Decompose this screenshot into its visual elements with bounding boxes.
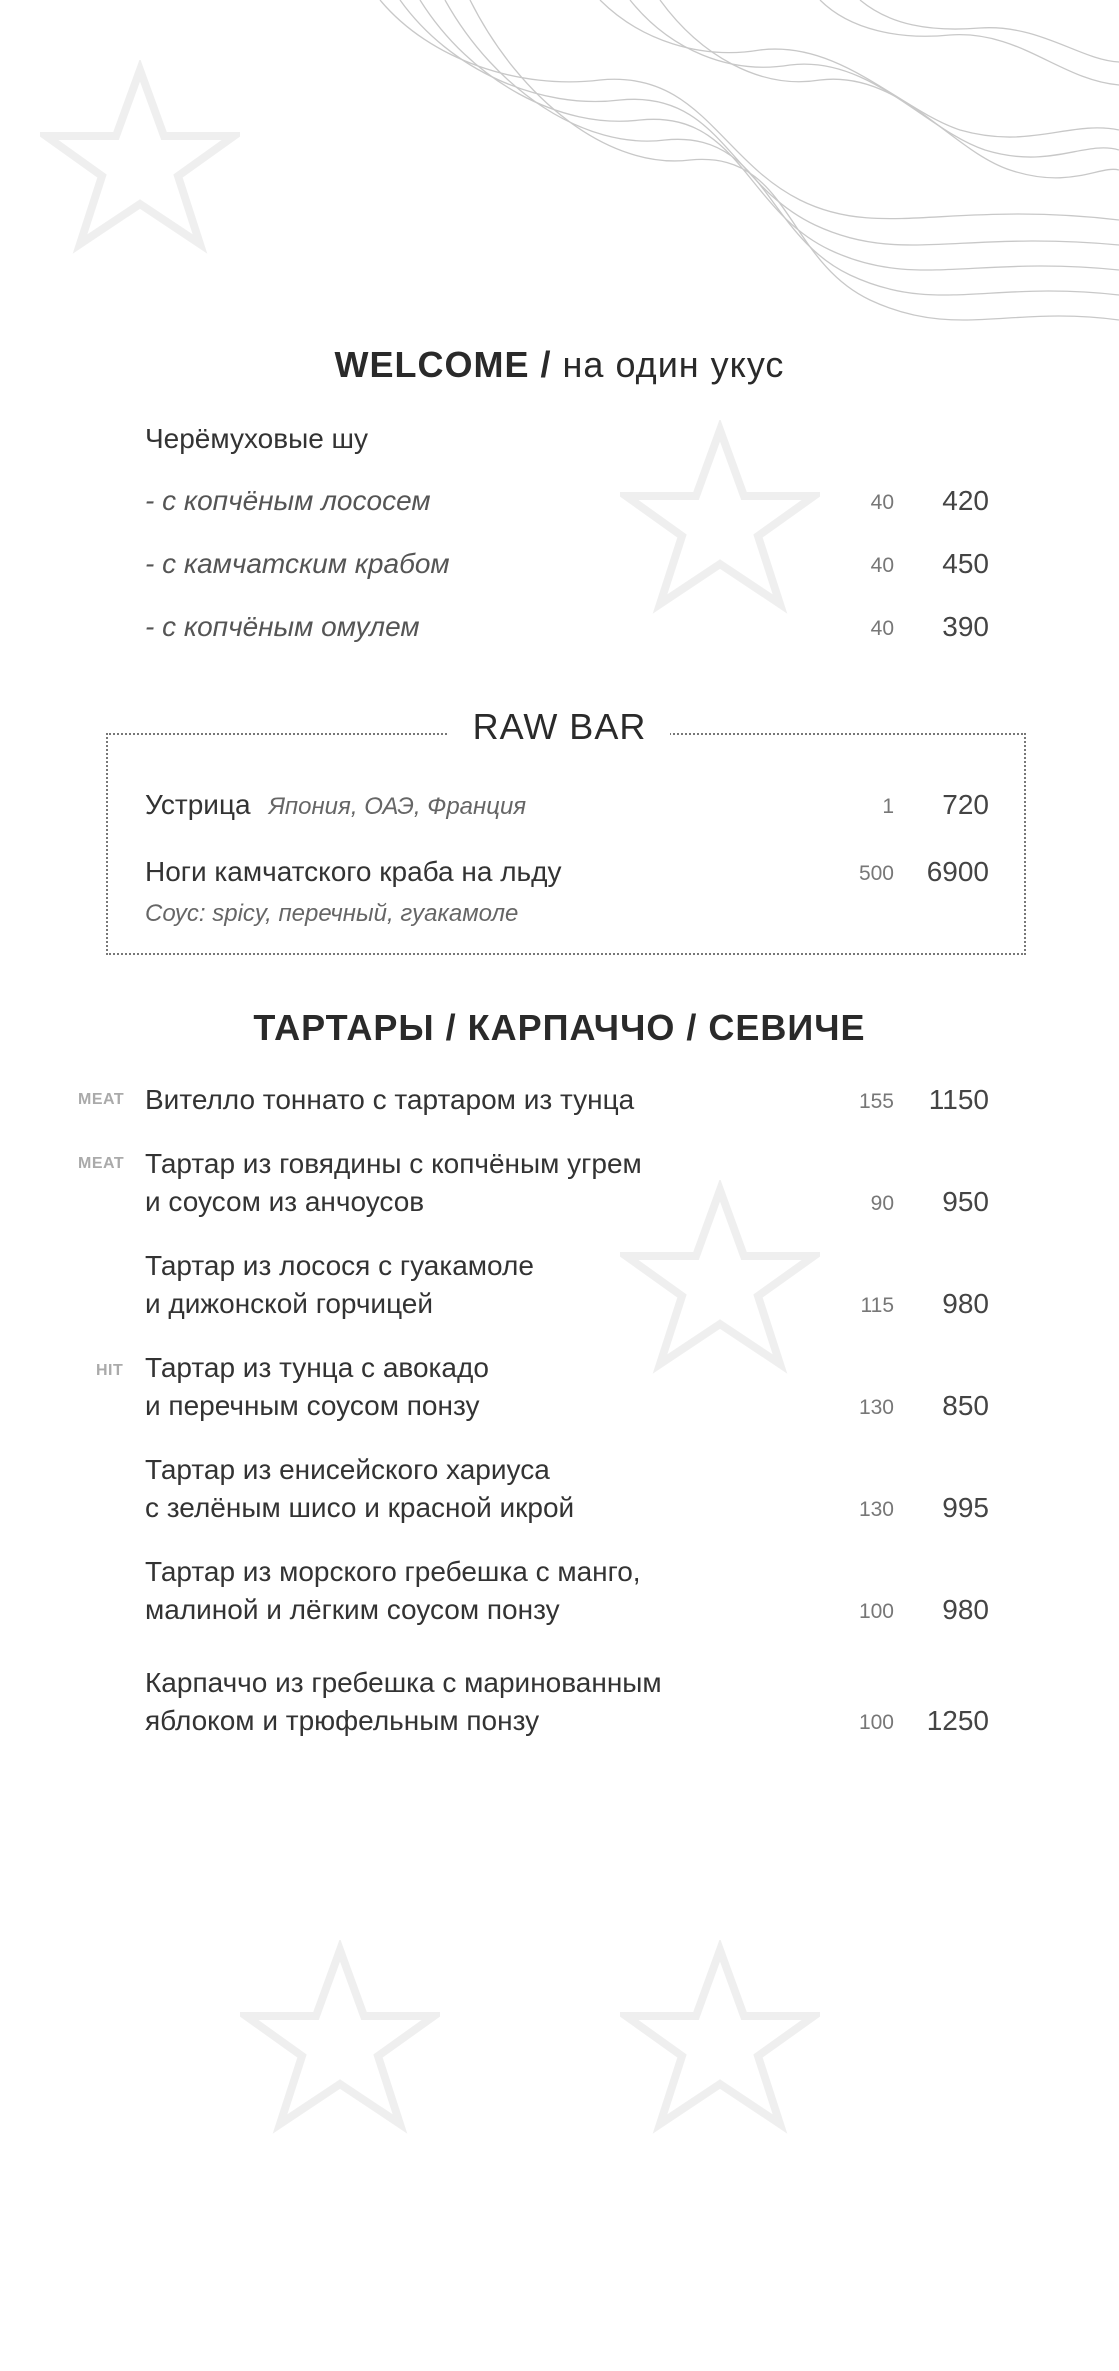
welcome-title-bold: WELCOME / <box>334 344 552 385</box>
item-price: 850 <box>942 1390 989 1421</box>
item-name-line2: и соусом из анчоусов <box>145 1186 425 1217</box>
menu-item <box>0 856 1119 936</box>
menu-item <box>0 1250 1119 1330</box>
item-price: 995 <box>942 1492 989 1523</box>
menu-item <box>0 548 1119 608</box>
item-name: - с камчатским крабом <box>145 548 450 579</box>
fork-star-icon <box>620 1940 820 2140</box>
item-price: 1250 <box>926 1705 989 1736</box>
menu-item <box>0 1352 1119 1432</box>
fork-star-icon <box>240 1940 440 2140</box>
item-name-line1: Тартар из енисейского хариуса <box>145 1454 550 1485</box>
raw-bar-title-wrap <box>0 706 1119 748</box>
menu-item <box>0 1667 1119 1747</box>
item-price: 450 <box>942 548 989 579</box>
menu-item <box>0 1556 1119 1636</box>
item-name: - с копчёным омулем <box>145 611 420 642</box>
menu-item <box>0 1148 1119 1228</box>
menu-item <box>0 789 1119 849</box>
item-sauce: Соус: spicy, перечный, гуакамоле <box>145 900 519 927</box>
raw-bar-title: RAW BAR <box>449 706 671 748</box>
item-price: 6900 <box>926 856 989 887</box>
item-tag: HIT <box>96 1362 124 1379</box>
item-price: 420 <box>942 485 989 516</box>
welcome-intro-row <box>0 423 1119 483</box>
welcome-intro: Черёмуховые шу <box>145 423 369 454</box>
item-name-line2: яблоком и трюфельным понзу <box>145 1705 540 1736</box>
tartare-section-title: ТАРТАРЫ / КАРПАЧЧО / СЕВИЧЕ <box>253 1007 866 1048</box>
item-weight: 100 <box>858 1711 894 1734</box>
contour-lines-decoration <box>0 0 1119 360</box>
item-price: 980 <box>942 1594 989 1625</box>
item-name-line1: Карпаччо из гребешка с маринованным <box>145 1667 662 1698</box>
welcome-section-title <box>0 344 1119 386</box>
item-name-line2: и дижонской горчицей <box>145 1288 434 1319</box>
menu-item <box>0 1454 1119 1534</box>
item-price: 390 <box>942 611 989 642</box>
menu-item <box>0 611 1119 671</box>
menu-item <box>0 485 1119 545</box>
item-name-line1: Тартар из говядины с копчёным угрем <box>145 1148 642 1179</box>
item-weight: 155 <box>858 1090 894 1113</box>
item-price: 950 <box>942 1186 989 1217</box>
item-weight: 100 <box>858 1600 894 1623</box>
item-name: Вителло тоннато с тартаром из тунца <box>145 1084 635 1115</box>
item-name-line2: малиной и лёгким соусом понзу <box>145 1594 560 1625</box>
item-name-line2: с зелёным шисо и красной икрой <box>145 1492 575 1523</box>
welcome-title-light: на один укус <box>562 344 785 385</box>
item-name: - с копчёным лососем <box>145 485 431 516</box>
item-weight: 90 <box>870 1192 894 1215</box>
item-origin: Япония, ОАЭ, Франция <box>268 793 527 820</box>
item-price: 720 <box>942 789 989 820</box>
item-weight: 500 <box>858 862 894 885</box>
item-name-line1: Тартар из морского гребешка с манго, <box>145 1556 641 1587</box>
item-weight: 115 <box>860 1294 894 1317</box>
item-price: 980 <box>942 1288 989 1319</box>
item-name-wrap <box>145 789 526 821</box>
item-name: Устрица <box>145 789 251 820</box>
item-name-line1: Тартар из лосося с гуакамоле <box>145 1250 534 1281</box>
item-weight: 130 <box>858 1498 894 1521</box>
item-weight: 1 <box>882 795 894 818</box>
item-tag: MEAT <box>78 1155 125 1172</box>
menu-item <box>0 1084 1119 1144</box>
item-name-line2: и перечным соусом понзу <box>145 1390 480 1421</box>
item-weight: 40 <box>870 554 894 577</box>
item-weight: 130 <box>858 1396 894 1419</box>
item-name-line1: Тартар из тунца с авокадо <box>145 1352 489 1383</box>
item-tag: MEAT <box>78 1091 125 1108</box>
item-name: Ноги камчатского краба на льду <box>145 856 562 887</box>
item-price: 1150 <box>928 1084 989 1115</box>
item-weight: 40 <box>870 617 894 640</box>
item-weight: 40 <box>870 491 894 514</box>
